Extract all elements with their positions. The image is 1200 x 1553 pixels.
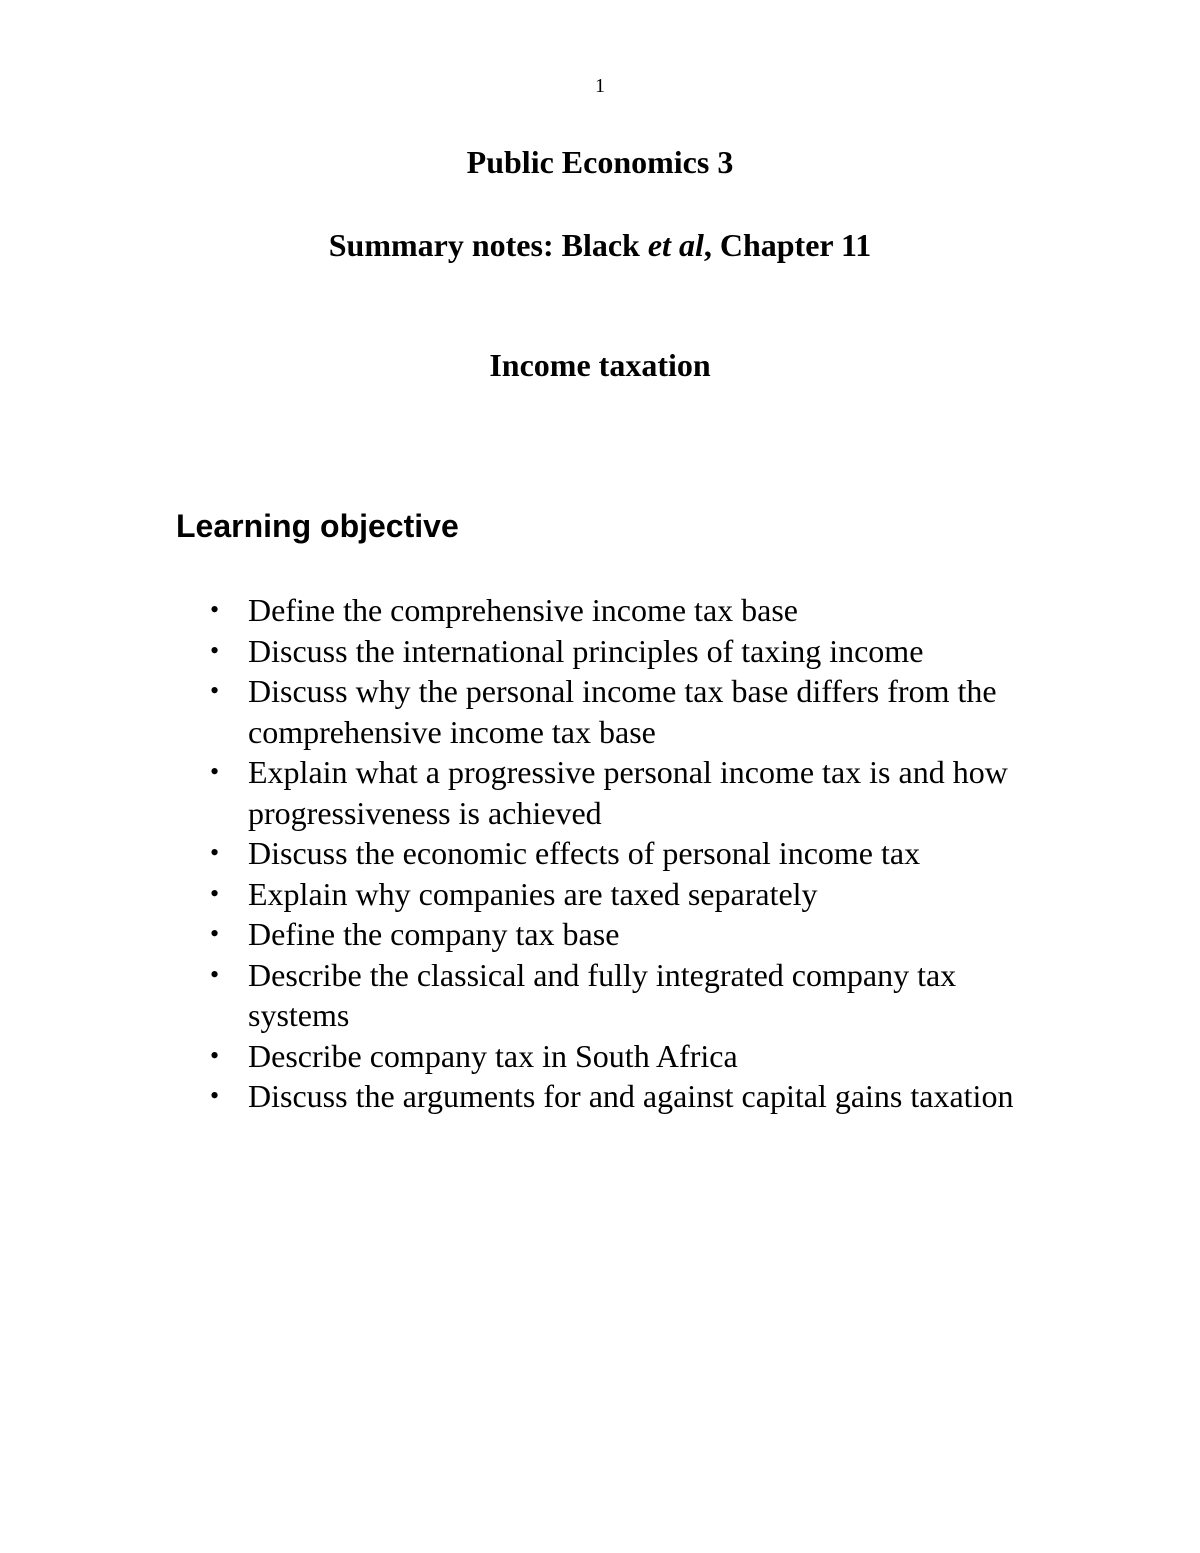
section-heading: Learning objective bbox=[176, 508, 459, 544]
bullet-icon: • bbox=[210, 757, 220, 786]
list-item-text: Describe company tax in South Africa bbox=[248, 1037, 738, 1074]
bullet-icon: • bbox=[210, 1081, 220, 1110]
list-item bbox=[210, 590, 1040, 631]
bullet-icon: • bbox=[210, 676, 220, 705]
list-item bbox=[210, 1076, 1040, 1117]
list-item bbox=[210, 955, 1040, 1036]
bullet-icon: • bbox=[210, 838, 220, 867]
list-item bbox=[210, 874, 1040, 915]
list-item bbox=[210, 631, 1040, 672]
subtitle bbox=[0, 226, 1200, 264]
list-item-text: Define the company tax base bbox=[248, 916, 620, 952]
list-item bbox=[210, 833, 1040, 874]
bullet-icon: • bbox=[210, 635, 220, 665]
topic-title: Income taxation bbox=[489, 347, 711, 383]
list-item bbox=[210, 914, 1040, 955]
list-item-text: Discuss the arguments for and against capital gains taxation bbox=[248, 1078, 1014, 1114]
list-item-text: Discuss the economic effects of personal income tax bbox=[248, 835, 921, 871]
subtitle-italic: et al bbox=[647, 227, 704, 263]
objectives-list bbox=[210, 590, 1040, 1117]
page-number: 1 bbox=[595, 75, 605, 97]
bullet-icon: • bbox=[210, 1040, 220, 1070]
course-title: Public Economics 3 bbox=[466, 144, 734, 180]
list-item-text: Discuss why the personal income tax base differs from the comprehensive income tax base bbox=[248, 673, 997, 750]
list-item-text: Explain what a progressive personal income tax is and how progressiveness is achieved bbox=[248, 754, 1008, 831]
bullet-icon: • bbox=[210, 959, 220, 989]
list-item-text: Explain why companies are taxed separately bbox=[248, 875, 818, 912]
subtitle-prefix: Summary notes: Black bbox=[328, 227, 648, 263]
list-item bbox=[210, 671, 1040, 752]
list-item-text: Describe the classical and fully integrated company tax systems bbox=[248, 956, 957, 1033]
list-item bbox=[210, 752, 1040, 833]
bullet-icon: • bbox=[210, 595, 220, 624]
list-item-text: Define the comprehensive income tax base bbox=[248, 592, 798, 628]
subtitle-suffix: , Chapter 11 bbox=[703, 227, 872, 263]
list-item-text: Discuss the international principles of taxing income bbox=[248, 632, 924, 669]
list-item bbox=[210, 1036, 1040, 1077]
bullet-icon: • bbox=[210, 878, 220, 908]
bullet-icon: • bbox=[210, 919, 220, 948]
